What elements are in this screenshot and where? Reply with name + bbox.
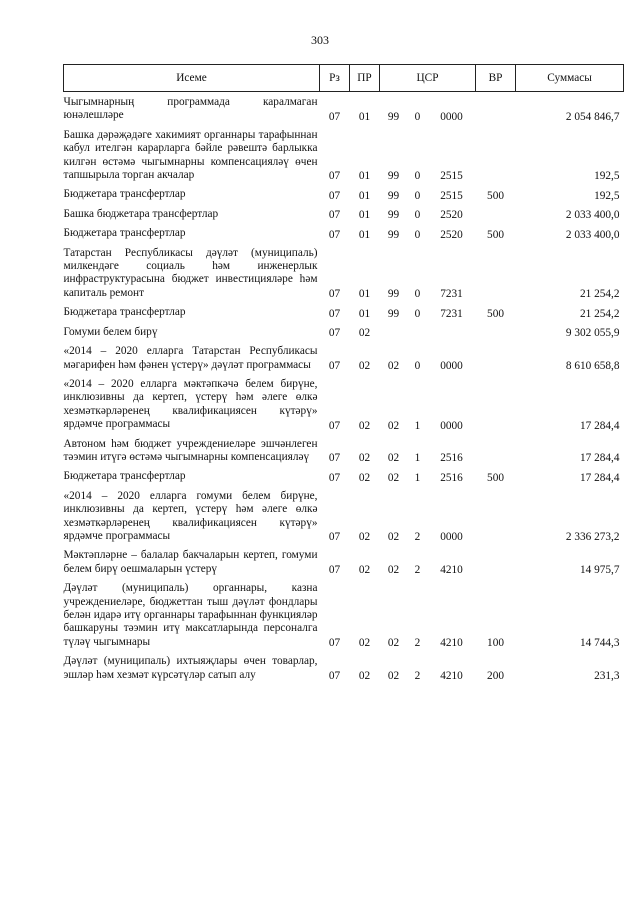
- row-csr-program: 99: [387, 209, 400, 222]
- row-vr: [476, 204, 516, 223]
- row-csr-direction: 2520: [440, 228, 463, 241]
- row-csr-direction: 0000: [440, 110, 463, 123]
- row-rz: 07: [328, 209, 341, 222]
- row-rz: 07: [328, 307, 341, 320]
- row-vr: 500: [487, 228, 504, 241]
- row-amount: 2 033 400,0: [565, 209, 620, 222]
- row-pr: 01: [358, 288, 371, 301]
- row-csr-program: 99: [387, 110, 400, 123]
- row-csr-subprogram: 1: [414, 471, 421, 484]
- row-rz: 07: [328, 419, 341, 432]
- row-amount: 17 284,4: [579, 419, 620, 432]
- row-csr-direction: 7231: [440, 288, 463, 301]
- table-row: [64, 322, 624, 341]
- row-pr: 02: [358, 452, 371, 465]
- row-name: «2014 – 2020 елларга мәктәпкәчә белем бирүне, инклюзивны да кертеп, үстерү һәм әлеге өлкә хезмәткәрләренең квалификациясен күтәрү» ярдәмче программасы: [63, 377, 318, 431]
- row-csr-subprogram: 0: [414, 189, 421, 202]
- row-rz: 07: [328, 531, 341, 544]
- row-csr-subprogram: 0: [414, 307, 421, 320]
- row-csr-direction: 4210: [440, 637, 463, 650]
- row-csr-direction: 2516: [440, 452, 463, 465]
- row-csr-direction: 2520: [440, 209, 463, 222]
- row-rz: 07: [328, 228, 341, 241]
- row-amount: 14 975,7: [579, 564, 620, 577]
- budget-table: [63, 64, 624, 684]
- row-vr: 500: [487, 471, 504, 484]
- row-name: Дәүләт (муниципаль) органнары, казна учреждениеләре, бюджеттан тыш дәүләт фондлары белән идарә итү органнары тарафыннан функцияләр башкаруны тәэмин итү максатларында персоналга түләү чыгымнары: [63, 582, 318, 648]
- row-name: Мәктәпләрне – балалар бакчаларын кертеп, гомуми белем бирү оешмаларын үстерү: [63, 549, 318, 575]
- row-vr: [476, 92, 516, 125]
- row-pr: 02: [358, 327, 371, 340]
- row-name: «2014 – 2020 елларга Татарстан Республикасы мәгарифен һәм фәнен үстерү» дәүләт программасы: [63, 345, 318, 371]
- row-vr: 500: [487, 307, 504, 320]
- row-csr-program: 02: [387, 471, 400, 484]
- row-amount: 14 744,3: [579, 637, 620, 650]
- row-vr: [476, 125, 516, 185]
- row-csr-subprogram: 2: [414, 670, 421, 683]
- table-body: [64, 92, 624, 685]
- row-name: Бюджетара трансфертлар: [63, 227, 186, 240]
- row-vr: [476, 545, 516, 578]
- row-csr-program: 02: [387, 637, 400, 650]
- table-row: [64, 341, 624, 374]
- row-csr-direction: 2515: [440, 189, 463, 202]
- row-name: Башка бюджетара трансфертлар: [63, 207, 219, 220]
- row-vr: [476, 486, 516, 546]
- row-csr-program: 99: [387, 288, 400, 301]
- row-csr-direction: 7231: [440, 307, 463, 320]
- header-amount: Суммасы: [516, 65, 624, 92]
- row-pr: 02: [358, 471, 371, 484]
- table-row: [64, 466, 624, 485]
- page-number: 303: [311, 33, 329, 47]
- row-vr: [476, 374, 516, 434]
- row-amount: 17 284,4: [579, 471, 620, 484]
- row-amount: 231,3: [594, 670, 620, 683]
- row-amount: 9 302 055,9: [565, 327, 620, 340]
- row-pr: 01: [358, 209, 371, 222]
- header-pr: ПР: [350, 65, 380, 92]
- row-pr: 02: [358, 564, 371, 577]
- row-csr-subprogram: 0: [414, 170, 421, 183]
- row-csr-direction: [428, 322, 476, 341]
- row-csr-direction: 2516: [440, 471, 463, 484]
- row-name: Бюджетара трансфертлар: [63, 306, 186, 319]
- row-amount: 17 284,4: [579, 452, 620, 465]
- row-pr: 02: [358, 359, 371, 372]
- row-csr-subprogram: 0: [414, 359, 421, 372]
- row-pr: 02: [358, 419, 371, 432]
- row-rz: 07: [328, 288, 341, 301]
- header-vr: ВР: [476, 65, 516, 92]
- row-csr-program: 02: [387, 452, 400, 465]
- row-name: Башка дәрәҗәдәге хакимият органнары тарафыннан кабул ителгән карарларга бәйле рәвештә барлыкка килгән өстәмә чыгымнарны компенсацияләү өчен тапшырыла торган акчалар: [63, 128, 318, 182]
- table-row: [64, 374, 624, 434]
- row-csr-program: 02: [387, 564, 400, 577]
- row-csr-program: 02: [387, 359, 400, 372]
- table-row: [64, 302, 624, 321]
- row-rz: 07: [328, 452, 341, 465]
- header-rz: Рз: [320, 65, 350, 92]
- row-amount: 2 336 273,2: [565, 531, 620, 544]
- row-amount: 8 610 658,8: [565, 359, 620, 372]
- row-amount: 21 254,2: [579, 288, 620, 301]
- header-csr: ЦСР: [380, 65, 476, 92]
- table-row: [64, 125, 624, 185]
- row-vr: [476, 322, 516, 341]
- row-csr-subprogram: 0: [414, 288, 421, 301]
- row-amount: 192,5: [594, 189, 620, 202]
- row-rz: 07: [328, 110, 341, 123]
- row-name: Дәүләт (муниципаль) ихтыяҗлары өчен товарлар, эшләр һәм хезмәт күрсәтүләр сатып алу: [63, 655, 318, 681]
- row-csr-direction: 4210: [440, 670, 463, 683]
- row-rz: 07: [328, 564, 341, 577]
- table-row: [64, 545, 624, 578]
- row-csr-subprogram: 2: [414, 564, 421, 577]
- table-row: [64, 434, 624, 467]
- row-name: Татарстан Республикасы дәүләт (муниципаль) милкендәге социаль һәм инженерлык инфраструктурасына бюджет инвестицияләре һәм капиталь ремонт: [63, 246, 318, 299]
- row-pr: 01: [358, 189, 371, 202]
- row-csr-direction: 0000: [440, 419, 463, 432]
- row-rz: 07: [328, 170, 341, 183]
- row-csr-program: 02: [387, 531, 400, 544]
- row-pr: 02: [358, 670, 371, 683]
- row-amount: 21 254,2: [579, 307, 620, 320]
- row-csr-subprogram: 2: [414, 637, 421, 650]
- table-header-row: [64, 65, 624, 92]
- row-csr-program: 99: [387, 228, 400, 241]
- table-row: [64, 204, 624, 223]
- row-csr-subprogram: 0: [414, 228, 421, 241]
- row-amount: 2 033 400,0: [565, 228, 620, 241]
- row-vr: [476, 434, 516, 467]
- table-row: [64, 92, 624, 125]
- row-rz: 07: [328, 471, 341, 484]
- row-csr-program: 99: [387, 170, 400, 183]
- row-rz: 07: [328, 189, 341, 202]
- row-vr: [476, 243, 516, 303]
- row-csr-subprogram: [408, 322, 428, 341]
- row-csr-subprogram: 2: [414, 531, 421, 544]
- row-csr-program: 02: [387, 419, 400, 432]
- table-row: [64, 184, 624, 203]
- row-csr-subprogram: 0: [414, 209, 421, 222]
- row-name: Автоном һәм бюджет учреждениеләре эшчәнлеген тәэмин итүгә өстәмә чыгымнарны компенсацияләү: [63, 437, 318, 463]
- row-rz: 07: [328, 670, 341, 683]
- row-csr-subprogram: 1: [414, 419, 421, 432]
- row-pr: 02: [358, 637, 371, 650]
- row-csr-program: 99: [387, 189, 400, 202]
- row-csr-direction: 0000: [440, 359, 463, 372]
- row-vr: 100: [487, 637, 504, 650]
- row-name: Бюджетара трансфертлар: [63, 188, 186, 201]
- row-pr: 01: [358, 228, 371, 241]
- row-rz: 07: [328, 327, 341, 340]
- table-row: [64, 243, 624, 303]
- row-vr: [476, 341, 516, 374]
- row-csr-program: [380, 322, 408, 341]
- row-csr-program: 02: [387, 670, 400, 683]
- row-amount: 192,5: [594, 170, 620, 183]
- row-csr-subprogram: 1: [414, 452, 421, 465]
- row-name: Чыгымнарның программада каралмаган юнәлешләре: [63, 96, 318, 122]
- row-rz: 07: [328, 359, 341, 372]
- row-pr: 01: [358, 307, 371, 320]
- row-csr-direction: 0000: [440, 531, 463, 544]
- row-csr-direction: 4210: [440, 564, 463, 577]
- row-csr-direction: 2515: [440, 170, 463, 183]
- row-name: Бюджетара трансфертлар: [63, 470, 186, 483]
- row-csr-program: 99: [387, 307, 400, 320]
- row-pr: 01: [358, 110, 371, 123]
- row-vr: 500: [487, 189, 504, 202]
- row-pr: 02: [358, 531, 371, 544]
- row-name: Гомуми белем бирү: [63, 325, 158, 338]
- row-rz: 07: [328, 637, 341, 650]
- row-vr: 200: [487, 670, 504, 683]
- table-row: [64, 651, 624, 684]
- table-row: [64, 223, 624, 242]
- row-csr-subprogram: 0: [414, 110, 421, 123]
- row-pr: 01: [358, 170, 371, 183]
- table-row: [64, 486, 624, 546]
- table-row: [64, 578, 624, 651]
- row-name: «2014 – 2020 елларга гомуми белем бирүне, инклюзивны да кертеп, үстерү һәм әлеге өлкә хезмәткәрләренең квалификациясен күтәрү» ярдәмче программасы: [63, 489, 318, 542]
- header-name: Исеме: [64, 65, 320, 92]
- row-amount: 2 054 846,7: [565, 110, 620, 123]
